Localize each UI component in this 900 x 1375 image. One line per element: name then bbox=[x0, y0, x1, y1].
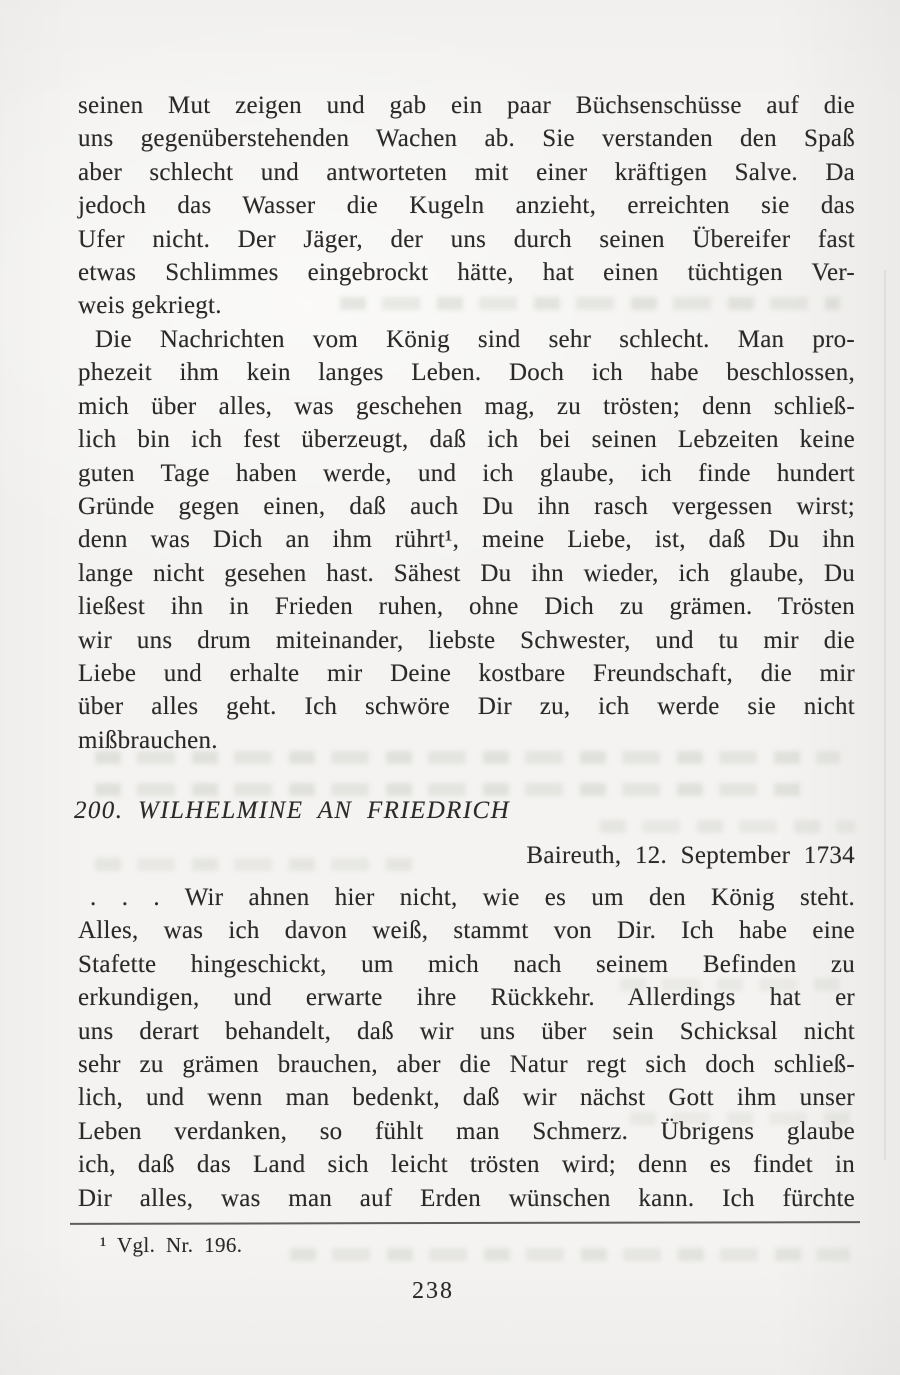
text-line: jedoch das Wasser die Kugeln anzieht, erreichten sie das bbox=[78, 192, 855, 220]
bleed-through-text bbox=[340, 297, 840, 310]
text-line: Liebe und erhalte mir Deine kostbare Freundschaft, die mir bbox=[78, 660, 855, 688]
text-line: lange nicht gesehen hast. Sähest Du ihn wieder, ich glaube, Du bbox=[78, 559, 855, 587]
text-line: erkundigen, und erwarte ihre Rückkehr. Allerdings hat er bbox=[78, 984, 855, 1012]
text-line: Alles, was ich davon weiß, stammt von Dir. Ich habe eine bbox=[78, 917, 855, 945]
bleed-through-text bbox=[620, 978, 850, 991]
text-line: lich, und wenn man bedenkt, daß wir nächst Gott ihm unser bbox=[78, 1084, 855, 1112]
text-line: weis gekriegt. bbox=[78, 292, 222, 320]
text-line: Ufer nicht. Der Jäger, der uns durch seinen Übereifer fast bbox=[78, 225, 855, 253]
text-line: seinen Mut zeigen und gab ein paar Büchsenschüsse auf die bbox=[78, 92, 855, 119]
bleed-through-text bbox=[600, 820, 855, 833]
text-line: Die Nachrichten vom König sind sehr schlecht. Man pro- bbox=[95, 326, 855, 353]
letter-body-paragraph bbox=[78, 881, 855, 1215]
text-line: Gründe gegen einen, daß auch Du ihn rasch vergessen wirst; bbox=[78, 493, 855, 521]
text-line: denn was Dich an ihm rührt¹, meine Liebe, ist, daß Du ihn bbox=[78, 526, 855, 554]
text-line: über alles geht. Ich schwöre Dir zu, ich werde sie nicht bbox=[78, 693, 855, 721]
text-line: ließest ihn in Frieden ruhen, ohne Dich zu grämen. Trösten bbox=[78, 593, 855, 621]
bleed-through-text bbox=[95, 751, 840, 764]
bleed-through-text bbox=[630, 1112, 850, 1125]
text-line: etwas Schlimmes eingebrockt hätte, hat einen tüchtigen Ver- bbox=[78, 259, 855, 287]
text-line: uns derart behandelt, daß wir uns über sein Schicksal nicht bbox=[78, 1017, 855, 1045]
paragraph-nachrichten bbox=[78, 323, 855, 757]
text-line: mich über alles, was geschehen mag, zu trösten; denn schließ- bbox=[78, 392, 855, 420]
letter-heading: 200. WILHELMINE AN FRIEDRICH bbox=[74, 797, 511, 824]
bleed-through-text bbox=[290, 1248, 850, 1261]
text-line: uns gegenüberstehenden Wachen ab. Sie verstanden den Spaß bbox=[78, 125, 855, 153]
text-line: mißbrauchen. bbox=[78, 726, 218, 754]
letter-dateline: Baireuth, 12. September 1734 bbox=[526, 842, 855, 869]
page-number: 238 bbox=[412, 1278, 454, 1304]
paragraph-continuation bbox=[78, 89, 855, 323]
text-line: Dir alles, was man auf Erden wünschen kann. Ich fürchte bbox=[78, 1184, 855, 1212]
text-line: phezeit ihm kein langes Leben. Doch ich habe beschlossen, bbox=[78, 359, 855, 387]
scan-artifact-line bbox=[884, 270, 886, 1160]
text-line: ich, daß das Land sich leicht trösten wird; denn es findet in bbox=[78, 1151, 855, 1179]
text-line: guten Tage haben werde, und ich glaube, ich finde hundert bbox=[78, 459, 855, 487]
footnote-separator bbox=[70, 1221, 860, 1225]
bleed-through-text bbox=[95, 783, 815, 796]
text-line: lich bin ich fest überzeugt, daß ich bei seinen Lebzeiten keine bbox=[78, 426, 855, 454]
bleed-through-text bbox=[95, 858, 415, 871]
text-line: . . . Wir ahnen hier nicht, wie es um den König steht. bbox=[90, 884, 855, 911]
text-line: Stafette hingeschickt, um mich nach seinem Befinden zu bbox=[78, 950, 855, 978]
text-line: aber schlecht und antworteten mit einer kräftigen Salve. Da bbox=[78, 158, 855, 186]
text-line: Leben verdanken, so fühlt man Schmerz. Übrigens glaube bbox=[78, 1117, 855, 1145]
footnote: ¹ Vgl. Nr. 196. bbox=[100, 1233, 243, 1257]
text-line: sehr zu grämen brauchen, aber die Natur regt sich doch schließ- bbox=[78, 1051, 855, 1079]
text-line: wir uns drum miteinander, liebste Schwester, und tu mir die bbox=[78, 626, 855, 654]
